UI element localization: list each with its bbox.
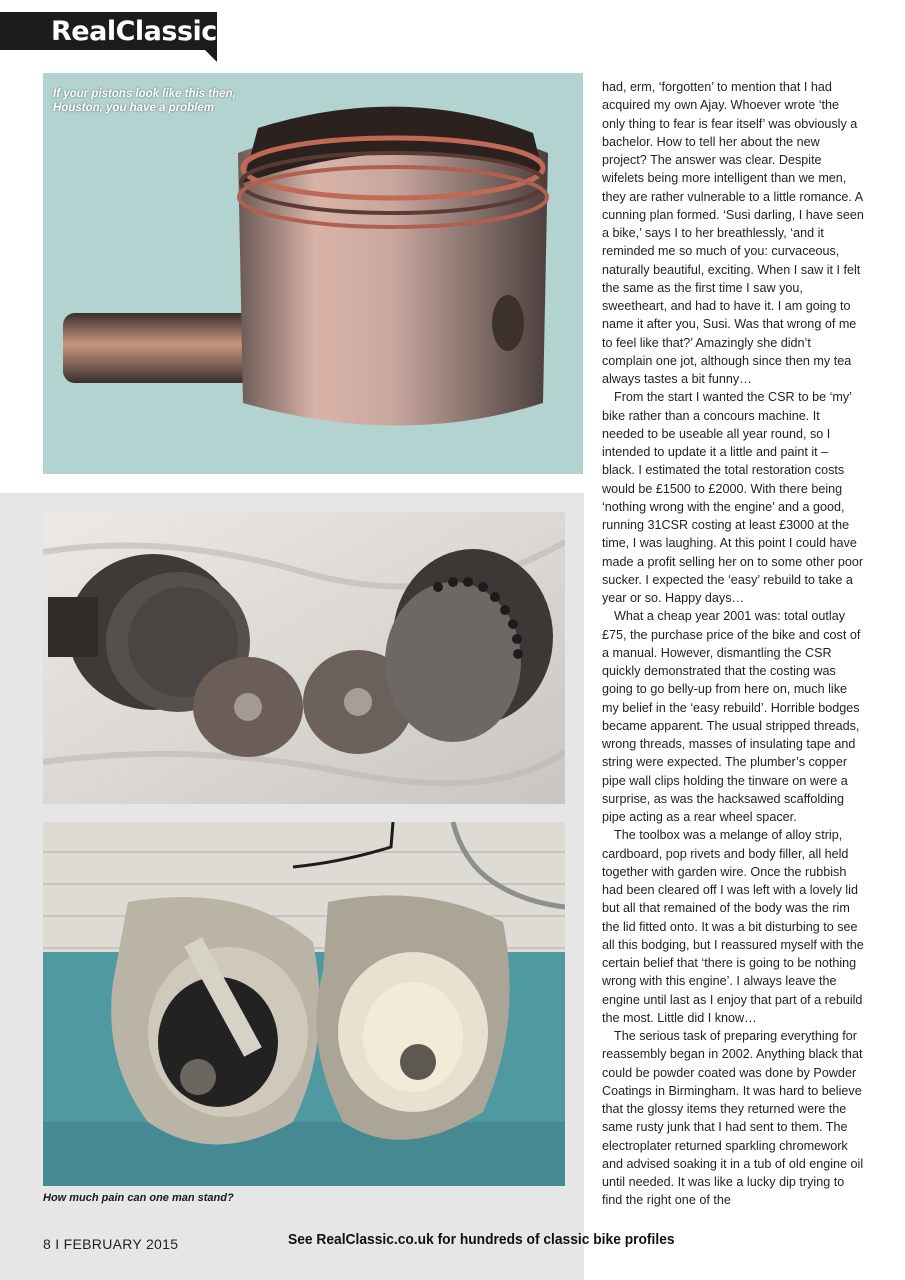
- article-paragraph: What a cheap year 2001 was: total outlay £75, the purchase price of the bike and cost of a manual. However, dismantling the CSR quickly demonstrated that the costing was going to go belly-up from here on, much like my belief in the ‘easy rebuild’. Horrible bodges became apparent. The usual stripped threads, wrong threads, masses of insulating tape and string were expected. The plumber’s copper pipe wall clips holding the tinware on were a surprise, as was the hacksawed scaffolding pipe acting as a rear wheel spacer.: [602, 609, 861, 824]
- piston-photo-caption: If your pistons look like this then, Houston, you have a problem: [53, 88, 236, 114]
- crankcase-photo: [43, 822, 565, 1186]
- website-promo[interactable]: See RealClassic.co.uk for hundreds of classic bike profiles: [288, 1231, 675, 1248]
- article-paragraph: had, erm, ‘forgotten’ to mention that I had acquired my own Ajay. Whoever wrote ‘the only thing to fear is fear itself’ was obviously a bachelor. How to tell her about the new project? The answer was clear. Despite wifelets being more intelligent than we men, they are rather vulnerable to a little romance. A cunning plan formed. ‘Susi darling, I have seen a bike,’ says I to her breathlessly, ‘and it reminded me so much of you: curvaceous, naturally beautiful, exciting. When I saw it I felt the same as the first time I saw you, sweetheart, and had to have it. I am going to name it after you, Susi. Was that wrong of me to feel like that?’ Amazingly she didn’t complain one jot, although since then my tea always tastes a bit funny…: [602, 80, 864, 386]
- page-number-date: 8 I FEBRUARY 2015: [43, 1236, 179, 1252]
- right-crankcase-half: [316, 895, 509, 1139]
- gudgeon-pin: [63, 313, 253, 383]
- piston-photo: [43, 73, 583, 474]
- masthead-logo: RealClassic: [51, 16, 217, 47]
- article-paragraph: The serious task of preparing everything for reassembly began in 2002. Anything black that could be powder coated was done by Powder Coatings in Birmingham. It was hard to believe that the glossy items they returned were the same rusty junk that I had sent to them. The electroplater returned sparkling chromework and advised soaking it in a tub of old engine oil until needed. It was like a lucky dip trying to find the right one of the: [602, 1029, 864, 1208]
- masthead-tab: [0, 12, 217, 50]
- article-paragraph: From the start I wanted the CSR to be ‘my’ bike rather than a concours machine. It needed to be useable all year round, so I intended to update it a little and paint it – black. I estimated the total restoration costs would be £1500 to £2000. With there being ‘nothing wrong with the engine’ and a good, running 31CSR costing at least £3000 at the time, I was laughing. At this point I could have made a profit selling her on to some other poor sucker. I expected the ‘easy’ rebuild to take a year or so. Happy days…: [602, 390, 864, 605]
- masthead-notch: [205, 50, 217, 62]
- left-crankcase-half: [111, 897, 319, 1145]
- left-crankshaft-disc: [193, 657, 303, 757]
- crankcase-photo-caption: How much pain can one man stand?: [43, 1192, 234, 1204]
- article-paragraph: The toolbox was a melange of alloy strip, cardboard, pop rivets and body filler, all held together with garden wire. Once the rubbish had been cleared off I was left with a lovely lid but all that remained of the body was the rim the lid fitted onto. It was a bit disturbing to see all this bodging, but I reassured myself with the certain belief that ‘there is going to be nothing wrong with this engine’. I always leave the engine until last as I enjoy that part of a rebuild the most. Little did I know…: [602, 828, 864, 1025]
- flywheels-photo: [43, 512, 565, 804]
- article-body: [602, 78, 864, 1210]
